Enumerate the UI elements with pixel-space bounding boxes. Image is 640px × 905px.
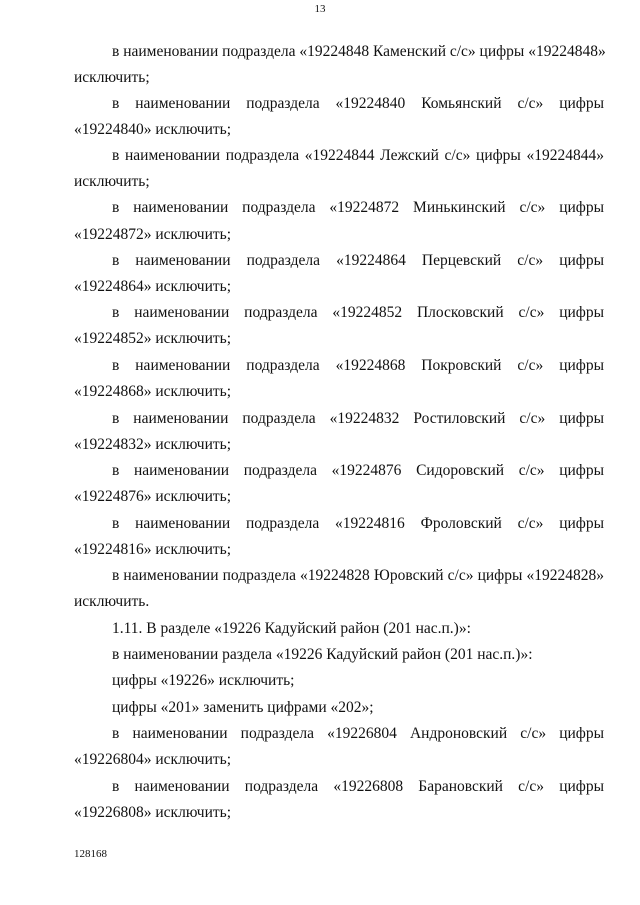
text-line: в наименовании подраздела «19224868 Покровский с/с» цифры [112, 357, 604, 374]
text-line: исключить. [74, 593, 150, 610]
page-number: 13 [314, 3, 326, 15]
text-line: «19224876» исключить; [74, 488, 232, 505]
text-line: «19224872» исключить; [74, 226, 232, 243]
text-line: в наименовании подраздела «19224872 Минькинский с/с» цифры [112, 199, 604, 216]
text-line: исключить; [74, 69, 150, 86]
text-line: «19224852» исключить; [74, 330, 232, 347]
text-line: в наименовании подраздела «19226804 Андроновский с/с» цифры [112, 725, 604, 742]
text-line: цифры «19226» исключить; [112, 672, 295, 689]
text-line: в наименовании подраздела «19224864 Перцевский с/с» цифры [112, 252, 604, 269]
text-line: цифры «201» заменить цифрами «202»; [112, 699, 374, 716]
text-line: «19226804» исключить; [74, 751, 232, 768]
text-line: в наименовании раздела «19226 Кадуйский район (201 нас.п.)»: [112, 646, 533, 663]
text-line: «19224840» исключить; [74, 121, 232, 138]
text-line: в наименовании подраздела «19224832 Ростиловский с/с» цифры [112, 410, 604, 427]
text-line: «19224868» исключить; [74, 383, 232, 400]
text-line: исключить; [74, 173, 150, 190]
text-line: в наименовании подраздела «19224816 Фроловский с/с» цифры [112, 515, 604, 532]
text-line: в наименовании подраздела «19224852 Плосковский с/с» цифры [112, 304, 604, 321]
text-line: «19224864» исключить; [74, 278, 232, 295]
text-line: в наименовании подраздела «19224840 Комьянский с/с» цифры [112, 95, 604, 112]
document-code: 128168 [74, 848, 107, 860]
text-line: «19224816» исключить; [74, 541, 232, 558]
text-line: в наименовании подраздела «19224848 Каменский с/с» цифры «19224848» [112, 43, 606, 60]
text-line: в наименовании подраздела «19224876 Сидоровский с/с» цифры [112, 462, 604, 479]
text-line: в наименовании подраздела «19224828 Юровский с/с» цифры «19224828» [112, 567, 604, 584]
text-line: в наименовании подраздела «19224844 Лежский с/с» цифры «19224844» [112, 147, 604, 164]
text-line: «19224832» исключить; [74, 436, 232, 453]
section-heading: 1.11. В разделе «19226 Кадуйский район (201 нас.п.)»: [112, 620, 471, 637]
text-line: «19226808» исключить; [74, 804, 232, 821]
text-line: в наименовании подраздела «19226808 Барановский с/с» цифры [112, 778, 604, 795]
